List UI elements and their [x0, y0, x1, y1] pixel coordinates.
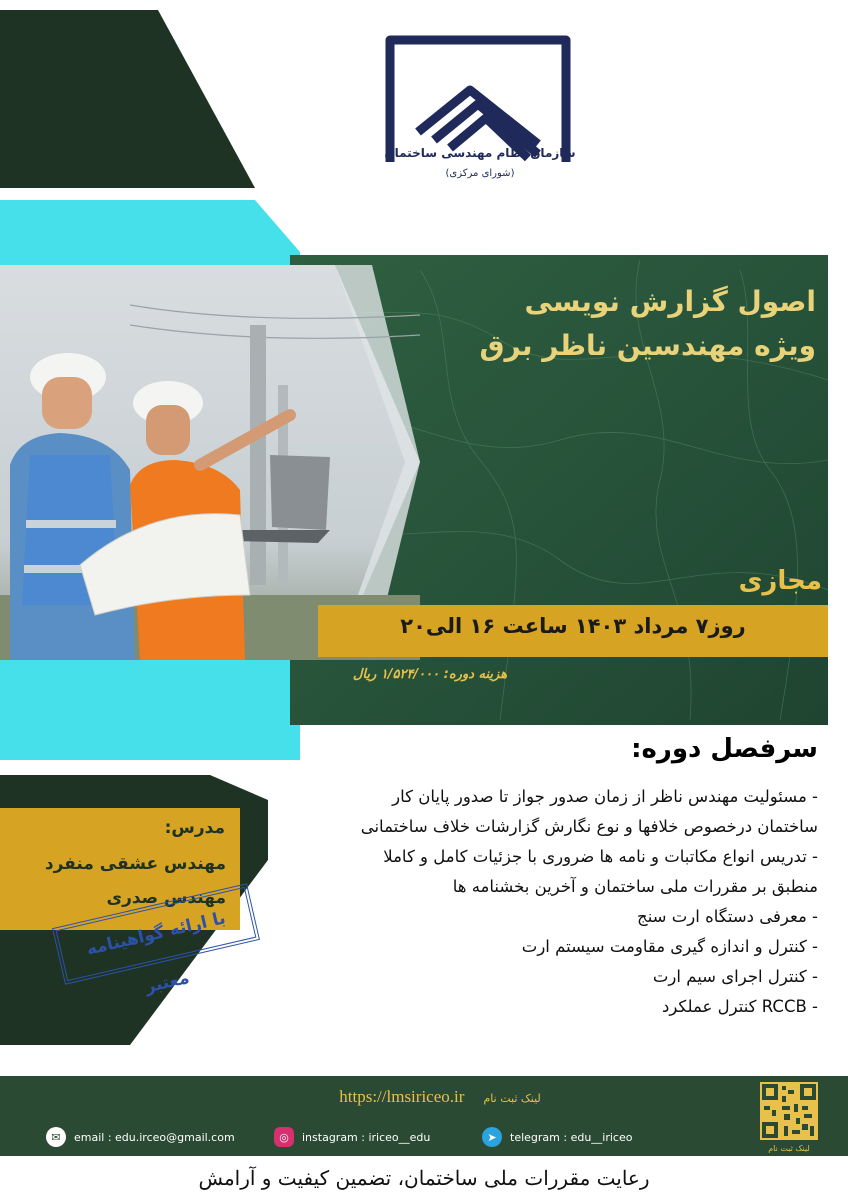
course-mode: مجازی — [738, 566, 822, 596]
syllabus-heading: سرفصل دوره: — [631, 734, 818, 764]
syllabus-item: - کنترل و اندازه گیری مقاومت سیستم ارت — [521, 937, 818, 956]
qr-label: لینک ثبت نام — [768, 1144, 810, 1153]
motto: رعایت مقررات ملی ساختمان، تضمین کیفیت و آرامش — [198, 1166, 650, 1190]
syllabus-item: ساختمان درخصوص خلافها و نوع نگارش گزارشات خلاف ساختمانی — [360, 817, 818, 836]
course-date-time: روز۷ مرداد ۱۴۰۳ ساعت ۱۶ الی۲۰ — [400, 614, 746, 638]
syllabus-item: منطبق بر مقررات ملی ساختمان و آخرین بخشنامه ها — [452, 877, 818, 896]
instagram-text: instagram : iriceo__edu — [302, 1130, 431, 1144]
organization-subtitle: (شورای مرکزی) — [445, 168, 515, 179]
instagram-contact[interactable] — [274, 1127, 430, 1147]
telegram-icon: ➤ — [482, 1127, 502, 1147]
course-cost: هزینه دوره: ۱/۵۲۴/۰۰۰ ریال — [352, 667, 508, 682]
syllabus-item: - معرفی دستگاه ارت سنج — [637, 907, 818, 926]
organization-logo — [378, 12, 578, 192]
email-icon: ✉ — [46, 1127, 66, 1147]
syllabus-item: - تدریس انواع مکاتبات و نامه ها ضروری با جزئیات کامل و کاملا — [383, 847, 818, 866]
syllabus-item: - کنترل اجرای سیم ارت — [652, 967, 818, 986]
qr-code[interactable] — [760, 1082, 818, 1140]
syllabus-list — [258, 782, 818, 1022]
register-label: لینک ثبت نام — [483, 1092, 541, 1105]
email-contact[interactable] — [46, 1127, 235, 1147]
organization-name: سازمان نظام مهندسی ساختمان — [384, 146, 576, 160]
course-title — [336, 280, 816, 368]
instagram-icon: ◎ — [274, 1127, 294, 1147]
instructor-name-2: مهندس صدری — [106, 888, 226, 908]
register-link[interactable]: https://lmsiriceo.ir — [339, 1087, 465, 1106]
syllabus-item: - مسئولیت مهندس ناظر از زمان صدور جواز تا صدور پایان کار — [392, 787, 818, 806]
syllabus-item: - RCCB کنترل عملکرد — [661, 997, 818, 1016]
course-title-line2: ویژه مهندسین ناظر برق — [479, 329, 816, 362]
top-left-green-shape — [0, 10, 255, 188]
telegram-text: telegram : edu__iriceo — [510, 1130, 633, 1144]
telegram-contact[interactable] — [482, 1127, 632, 1147]
instructor-label: مدرس: — [164, 818, 225, 838]
email-text: email : edu.irceo@gmail.com — [74, 1130, 235, 1144]
certificate-stamp: با ارائه گواهینامه معتبر — [52, 883, 260, 985]
registration-line — [230, 1087, 650, 1107]
instructor-name-1: مهندس عشقی منفرد — [44, 854, 226, 874]
course-title-line1: اصول گزارش نویسی — [524, 285, 816, 318]
